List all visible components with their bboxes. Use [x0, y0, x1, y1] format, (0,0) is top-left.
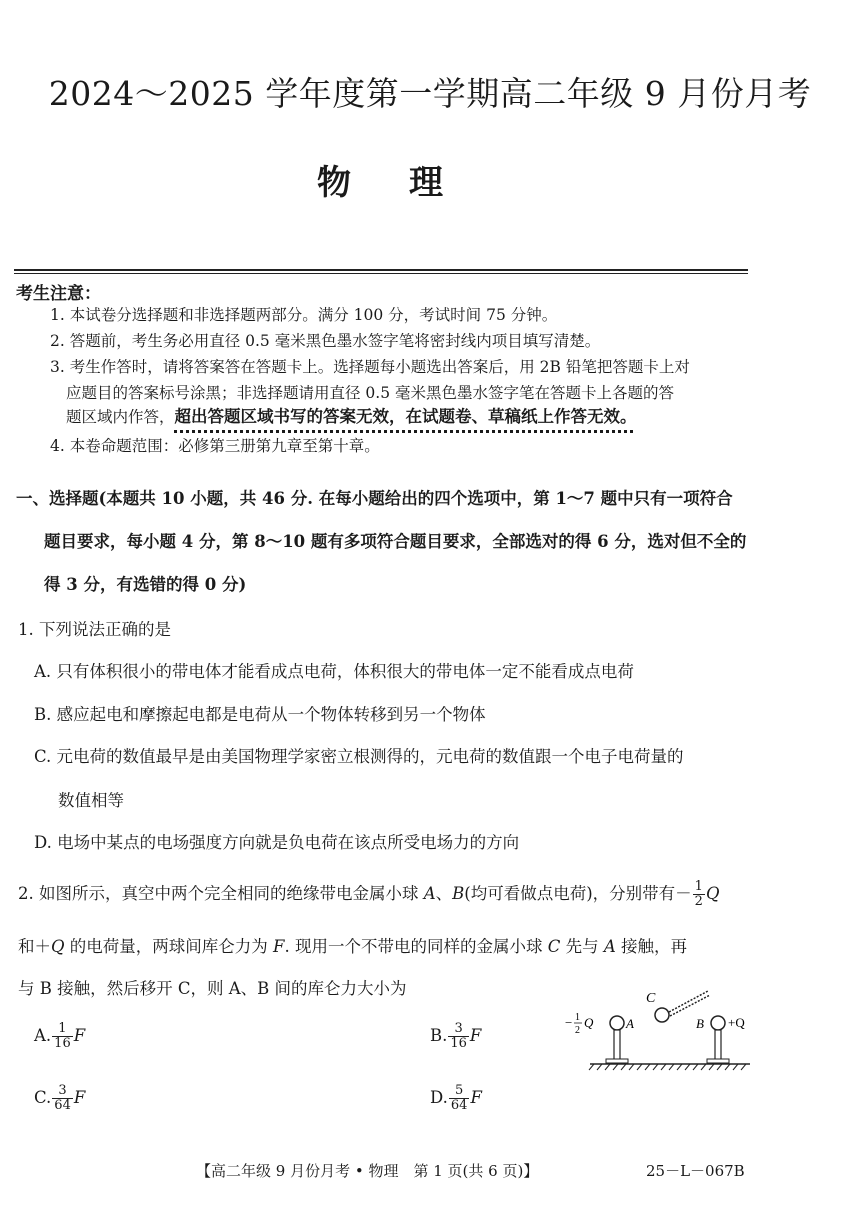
notice-item-3-end: [66, 404, 766, 430]
var-c: C: [547, 937, 561, 956]
exam-title: 2024～2025 学年度第一学期高二年级 9 月份月考: [48, 74, 812, 113]
notice-item-2: 2. 答题前，考生务必用直径 0.5 毫米黑色墨水签字笔将密封线内项目填写清楚。: [50, 332, 601, 350]
frac-den: 16: [450, 1036, 467, 1051]
section-heading-line2: 题目要求，每小题 4 分，第 8～10 题有多项符合题目要求，全部选对的得 6 分，选对但不全的: [44, 532, 747, 551]
q2-stem-line3: 与 B 接触，然后移开 C，则 A、B 间的库仑力大小为: [18, 979, 407, 998]
var-q: Q: [705, 884, 720, 903]
option-label: C.: [34, 1088, 52, 1107]
stand-b: [715, 1030, 721, 1060]
option-fraction: [52, 1022, 73, 1051]
label-a: A: [626, 1016, 634, 1031]
section-heading-line3: 得 3 分，有选错的得 0 分): [44, 575, 247, 594]
charge-a-num: 1: [575, 1012, 580, 1023]
frac-den: 16: [54, 1036, 71, 1051]
section-heading-line1: 一、选择题(本题共 10 小题，共 46 分. 在每小题给出的四个选项中，第 1～7 题中只有一项符合: [16, 489, 733, 508]
ball-c-handle: [670, 995, 710, 1016]
coulomb-figure: [560, 980, 760, 1075]
notice-item-4: 4. 本卷命题范围：必修第三册第九章至第十章。: [50, 437, 380, 455]
charge-a-sign: −: [565, 1015, 573, 1030]
q2-text: . 现用一个不带电的同样的金属小球: [284, 937, 548, 956]
ball-a: [610, 1016, 624, 1030]
frac-num: 3: [448, 1022, 469, 1037]
frac-num: 1: [694, 879, 703, 894]
q2-option-c: [34, 1084, 85, 1113]
notice-item-3: 3. 考生作答时，请将答案答在答题卡上。选择题每小题选出答案后，用 2B 铅笔把答题卡上对: [50, 358, 690, 376]
q2-option-b: [430, 1022, 481, 1051]
stand-a: [614, 1030, 620, 1060]
q2-text: (均可看做点电荷)，分别带有－: [464, 884, 692, 903]
var-b: B: [452, 884, 465, 903]
q2-text: 2. 如图所示，真空中两个完全相同的绝缘带电金属小球: [18, 884, 424, 903]
var-f: F: [469, 1026, 482, 1045]
ball-b: [711, 1016, 725, 1030]
notice-item-3-text: 题区域内作答，: [66, 408, 175, 426]
q1-option-b: B. 感应起电和摩擦起电都是电荷从一个物体转移到另一个物体: [34, 705, 486, 724]
frac-num: 5: [449, 1084, 470, 1099]
frac-num: 1: [52, 1022, 73, 1037]
option-fraction: [52, 1084, 73, 1113]
frac-den: 64: [450, 1098, 468, 1113]
divider-line-thin: [14, 273, 748, 274]
q2-text: 先与: [560, 937, 604, 956]
q2-stem-line2: [18, 933, 687, 957]
footer-center: 【高二年级 9 月份月考 • 物理 第 1 页(共 6 页)】: [196, 1162, 539, 1180]
q1-stem: 1. 下列说法正确的是: [18, 620, 171, 639]
var-f: F: [273, 937, 285, 956]
q2-option-a: [34, 1022, 85, 1051]
q2-text: 接触，再: [615, 937, 688, 956]
q2-option-d: [430, 1084, 482, 1113]
option-fraction: [448, 1022, 469, 1051]
ball-c: [655, 1008, 669, 1022]
q2-text: 的电荷量，两球间库仑力为: [64, 937, 274, 956]
fraction-half: [693, 880, 705, 909]
var-a: A: [423, 884, 436, 903]
option-label: A.: [34, 1026, 52, 1045]
footer-code: 25－L－067B: [646, 1162, 745, 1180]
q1-option-c-cont: 数值相等: [58, 791, 124, 810]
frac-num: 3: [52, 1084, 73, 1099]
label-b: B: [696, 1016, 704, 1031]
q1-option-d: D. 电场中某点的电场强度方向就是负电荷在该点所受电场力的方向: [34, 833, 520, 852]
var-f: F: [470, 1088, 482, 1107]
ground-hatch: [589, 1064, 746, 1070]
charge-a-den: 2: [575, 1025, 580, 1036]
q2-stem-line1: [18, 880, 719, 909]
var-a: A: [603, 937, 616, 956]
notice-heading: 考生注意：: [16, 284, 101, 304]
charge-a-var: Q: [584, 1015, 594, 1030]
frac-den: 2: [694, 894, 703, 909]
var-f: F: [73, 1026, 86, 1045]
option-label: D.: [430, 1088, 448, 1107]
notice-item-1: 1. 本试卷分选择题和非选择题两部分。满分 100 分，考试时间 75 分钟。: [50, 306, 558, 324]
base-b: [707, 1059, 729, 1063]
subject-title: 物理: [317, 163, 501, 203]
notice-emphasis: 超出答题区域书写的答案无效，在试题卷、草稿纸上作答无效。: [174, 407, 637, 426]
var-q: Q: [51, 937, 65, 956]
option-fraction: [449, 1084, 470, 1113]
base-a: [606, 1059, 628, 1063]
q2-text: 、: [435, 884, 453, 903]
charge-b: +Q: [728, 1015, 745, 1030]
label-c: C: [646, 991, 656, 1006]
ball-c-handle: [669, 991, 708, 1012]
divider-line: [14, 269, 748, 271]
frac-den: 64: [54, 1098, 71, 1113]
option-label: B.: [430, 1026, 448, 1045]
var-f: F: [73, 1088, 86, 1107]
q1-option-c: C. 元电荷的数值最早是由美国物理学家密立根测得的，元电荷的数值跟一个电子电荷量的: [34, 747, 684, 766]
q2-text: 和＋: [18, 937, 51, 956]
notice-item-3-cont: 应题目的答案标号涂黑；非选择题请用直径 0.5 毫米黑色墨水签字笔在答题卡上各题的答: [66, 384, 675, 402]
q1-option-a: A. 只有体积很小的带电体才能看成点电荷，体积很大的带电体一定不能看成点电荷: [34, 662, 634, 681]
